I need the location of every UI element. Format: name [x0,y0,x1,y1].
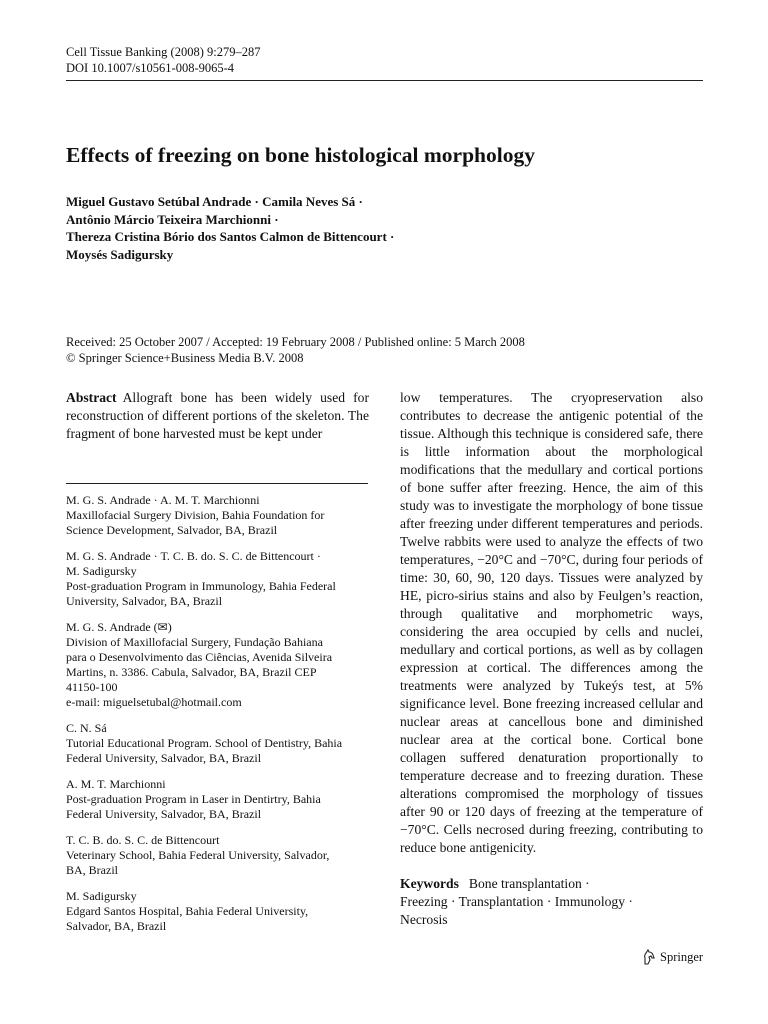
affiliation-line: A. M. T. Marchionni [66,777,166,791]
affiliation-line: M. G. S. Andrade (✉) [66,620,172,634]
affiliation-line: Salvador, BA, Brazil [66,919,167,933]
copyright-line: © Springer Science+Business Media B.V. 2008 [66,350,304,365]
affiliation-line: Edgard Santos Hospital, Bahia Federal University, [66,904,309,918]
paper-title: Effects of freezing on bone histological morphology [66,143,535,167]
affiliation-block [66,493,368,538]
author-line: Antônio Márcio Teixeira Marchionni · [66,211,279,227]
affiliation-line: Maxillofacial Surgery Division, Bahia Foundation for [66,508,325,522]
keywords-label: Keywords [400,876,459,891]
affiliation-block [66,721,368,766]
abstract-right-column: low temperatures. The cryopreservation also contributes to decrease the antigenic potential of the tissue. Although this technique is considered safe, there is little information about the morphological modifications that the medullary and cortical portions of bone suffer after freezing. Hence, the aim of this study was to investigate the morphology of bone tissue after freezing under different temperatures and periods. Twelve rabbits were used to analyze the effects of two temperatures, −20°C and −70°C, during four periods of time: 30, 60, 90, 120 days. Tissues were analyzed by HE, picro-sirius stains and also by Feulgen’s reaction, through qualitative and morphometric ways, considering the area occupied by cells and nuclei, medullary and cortical portions, as well as by collagen expression at cortical. The differences among the treatments were analyzed by Tukeýs test, at 5% significance level. Bone freezing increased cellular and nuclear areas at cancellous bone and diminished nuclear area at the cortical bone. Cortical bone collagen suffered denaturation proportionally to temperature decrease and to freezing duration. These alterations compromised the morphology of tissues after 90 or 120 days of freezing at the temperature of −70°C. Cells necrosed during freezing, contributing to reduce bone antigenicity. [400,390,703,855]
journal-doi: DOI 10.1007/s10561-008-9065-4 [66,61,235,75]
author-line: Miguel Gustavo Setúbal Andrade · Camila Neves Sá · [66,194,363,209]
affiliation-block [66,549,368,609]
abstract-label: Abstract [66,390,117,405]
publisher-name: Springer [660,949,704,964]
affiliation-line: M. G. S. Andrade · T. C. B. do. S. C. de Bittencourt · [66,549,321,563]
affiliation-line: Tutorial Educational Program. School of Dentistry, Bahia [66,736,343,750]
affiliation-line: T. C. B. do. S. C. de Bittencourt [66,833,220,847]
affiliation-line: BA, Brazil [66,863,118,877]
affiliation-block [66,833,368,878]
keywords [400,875,703,929]
received-dates: Received: 25 October 2007 / Accepted: 19 February 2008 / Published online: 5 March 2008 [66,335,525,349]
affiliation-block [66,777,368,822]
journal-citation: Cell Tissue Banking (2008) 9:279–287 [66,45,261,59]
affiliation-line: University, Salvador, BA, Brazil [66,594,223,608]
publisher-logo [642,949,703,965]
affiliation-line: C. N. Sá [66,721,107,735]
header-rule [66,80,703,81]
affiliation-line: Veterinary School, Bahia Federal University, Salvador, [66,848,330,862]
abstract-text-start: Allograft bone has been widely used for reconstruction of different portions of the skeleton. The fragment of bone harvested must be kept under [66,390,369,441]
footnote-rule [66,483,368,484]
keywords-line: Necrosis [400,912,448,927]
affiliation-line: Federal University, Salvador, BA, Brazil [66,807,262,821]
affiliation-line: Post-graduation Program in Laser in Dentirtry, Bahia [66,792,321,806]
author-line: Moysés Sadigursky [66,246,174,262]
keywords-line: Bone transplantation · [468,876,590,891]
author-list [66,193,394,263]
affiliation-line: Post-graduation Program in Immunology, Bahia Federal [66,579,336,593]
affiliation-block [66,889,368,934]
affiliation-line: Federal University, Salvador, BA, Brazil [66,751,262,765]
affiliation-line: M. Sadigursky [66,889,137,903]
abstract-left-column [66,389,369,443]
email-link[interactable]: e-mail: miguelsetubal@hotmail.com [66,695,242,709]
springer-horse-icon [642,949,656,965]
author-line: Thereza Cristina Bório dos Santos Calmon de Bittencourt · [66,229,395,244]
affiliation-line: Division of Maxillofacial Surgery, Fundação Bahiana [66,635,323,649]
affiliation-line: Science Development, Salvador, BA, Brazil [66,523,278,537]
publication-dates [66,335,525,366]
affiliation-block [66,620,368,710]
journal-header [66,44,260,76]
affiliation-line: Martins, n. 3386. Cabula, Salvador, BA, Brazil CEP [66,665,317,679]
keywords-line: Freezing · Transplantation · Immunology · [400,894,633,909]
affiliation-line: M. G. S. Andrade · A. M. T. Marchionni [66,493,260,507]
affiliation-line: M. Sadigursky [66,564,137,578]
affiliations [66,493,368,945]
affiliation-line: 41150-100 [66,680,118,694]
affiliation-line: para o Desenvolvimento das Ciências, Avenida Silveira [66,650,333,664]
